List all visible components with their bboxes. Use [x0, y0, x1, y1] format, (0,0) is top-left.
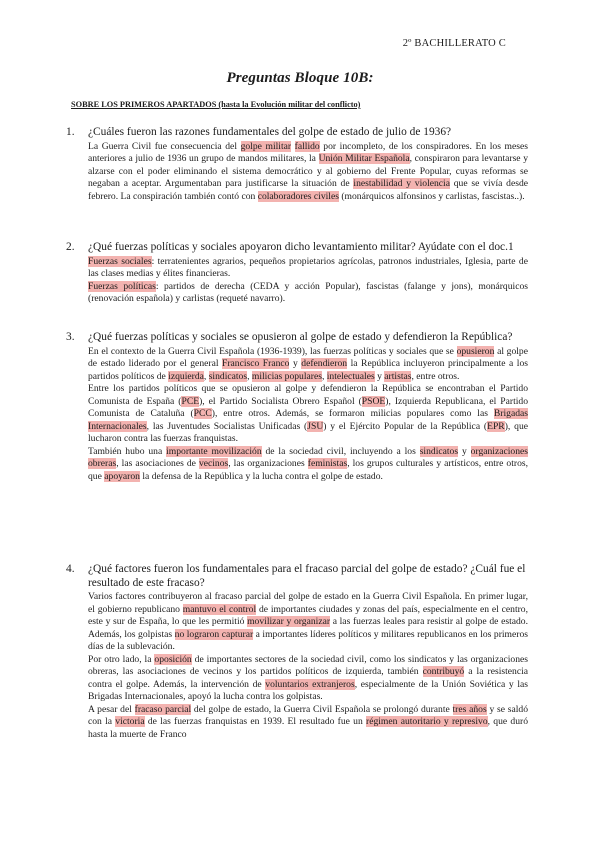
answer-paragraph — [88, 281, 528, 306]
answer-text: (monárquicos alfonsinos y carlistas, fascistas..). — [338, 190, 525, 202]
answer-text: la República incluyeron principalmente a los partidos políticos de — [88, 358, 529, 382]
answer-text: , los grupos culturales y artísticos, entre otros, que — [88, 458, 528, 482]
highlighted-text: JSU — [307, 420, 324, 432]
answer-text: ) y el Ejército Popular de la República ( — [323, 420, 488, 432]
answer-text: a las fuerzas leales para resistir al golpe de estado. Además, los golpistas — [88, 616, 528, 640]
answer-paragraph — [88, 256, 528, 281]
highlighted-text: sindicatos — [208, 370, 248, 382]
answer-text: de la sociedad civil, incluyendo a los — [261, 445, 420, 457]
highlighted-text: feministas — [307, 458, 348, 469]
section-subtitle: SOBRE LOS PRIMEROS APARTADOS (hasta la Evolución militar del conflicto) — [71, 100, 361, 109]
answer-text: y — [458, 445, 471, 457]
answer-text: , — [321, 370, 327, 382]
answer-text: A pesar del — [88, 703, 135, 715]
question-title: ¿Qué factores fueron los fundamentales para el fracaso parcial del golpe de estado? ¿Cuál fue el resultado de este fracaso? — [88, 563, 526, 589]
highlighted-text: oposición — [154, 653, 192, 665]
highlighted-text: inestabilidad y violencia — [353, 178, 450, 189]
answer-paragraph — [88, 704, 528, 742]
highlighted-text: organizaciones obreras — [88, 445, 528, 469]
answer-body — [88, 256, 528, 306]
highlighted-text: vecinos — [198, 458, 229, 469]
highlighted-text: Francisco Franco — [222, 358, 290, 369]
highlighted-text: milicias populares — [251, 370, 322, 382]
answer-text: : terratenientes agrarios, pequeños propietarios agrícolas, patronos industriales, Iglesia, parte de las clases medias y élites financieras. — [88, 255, 528, 279]
question-3 — [66, 331, 529, 483]
highlighted-text: fallido — [294, 140, 320, 152]
answer-paragraph — [88, 446, 528, 484]
question-number: 3. — [66, 331, 75, 343]
answer-text: , — [203, 370, 209, 382]
highlighted-text: PCC — [193, 408, 212, 419]
answer-body — [88, 591, 528, 741]
highlighted-text: intelectuales — [326, 370, 375, 382]
answer-text: : partidos de derecha (CEDA y acción Popular), fascistas (falange y jons), monárquicos (renovación española) y carlistas (requeté navarro). — [88, 280, 528, 304]
answer-text: , que duró hasta la muerte de Franco — [88, 716, 528, 740]
highlighted-text: movilizar y organizar — [247, 616, 331, 627]
highlighted-text: voluntarios extranjeros — [265, 678, 355, 690]
highlighted-text: régimen autoritario y represivo — [366, 716, 488, 727]
answer-text: al golpe de estado liderado por el general — [88, 345, 528, 369]
page-title: Preguntas Bloque 10B: — [226, 70, 374, 86]
highlighted-text: no lograron capturar — [174, 628, 254, 640]
highlighted-text: Unión Militar Española — [318, 153, 410, 164]
answer-paragraph — [88, 654, 528, 704]
question-number: 2. — [66, 241, 75, 253]
highlighted-text: tres años — [452, 703, 487, 715]
highlighted-text: victoria — [115, 716, 145, 727]
highlighted-text: sindicatos — [419, 445, 459, 457]
answer-paragraph — [88, 383, 528, 446]
question-number: 1. — [66, 126, 75, 138]
answer-paragraph — [88, 346, 528, 384]
highlighted-text: importante movilización — [166, 445, 262, 457]
highlighted-text: Brigadas Internacionales — [88, 408, 528, 432]
question-title: ¿Qué fuerzas políticas y sociales apoyaron dicho levantamiento militar? Ayúdate con el doc.1 — [88, 241, 514, 253]
answer-text: En el contexto de la Guerra Civil Española (1936-1939), las fuerzas políticas y sociales que se — [88, 345, 457, 357]
answer-text: la defensa de la República y la lucha contra el golpe de estado. — [139, 470, 383, 482]
answer-text: y — [289, 358, 302, 369]
answer-text: y — [374, 370, 385, 382]
course-header: 2º BACHILLERATO C — [402, 38, 506, 49]
highlighted-text: Fuerzas sociales — [88, 255, 152, 267]
question-title: ¿Cuáles fueron las razones fundamentales del golpe de estado de julio de 1936? — [88, 126, 452, 138]
highlighted-text: Fuerzas políticas — [88, 280, 156, 292]
answer-text: y se saldó con la — [88, 703, 528, 727]
answer-text: , las asociaciones de — [116, 458, 199, 469]
answer-text: , las organizaciones — [228, 458, 308, 469]
answer-text: , especialmente de la Unión Soviética y las Brigadas Internacionales, apoyó la lucha contra los golpistas. — [88, 678, 528, 702]
question-1 — [66, 126, 528, 203]
answer-text: de las fuerzas franquistas en 1939. El resultado fue un — [144, 716, 367, 727]
answer-text: Varios factores contribuyeron al fracaso parcial del golpe de estado en la Guerra Civil Española. En primer lugar, el gobierno republicano — [88, 591, 528, 615]
answer-text: que se vivía desde febrero. La conspiración también contó con — [88, 178, 528, 202]
highlighted-text: EPR — [487, 420, 505, 432]
answer-paragraph — [88, 591, 528, 654]
highlighted-text: PSOE — [361, 395, 386, 407]
answer-text: de importantes ciudades y zonas del país, especialmente en el centro, este y sur de España, lo que les permitió — [88, 603, 529, 627]
highlighted-text: opusieron — [456, 345, 495, 357]
question-title: ¿Qué fuerzas políticas y sociales se opusieron al golpe de estado y defendieron la República? — [88, 331, 513, 343]
highlighted-text: PCE — [181, 395, 200, 407]
highlighted-text: defendieron — [301, 358, 348, 369]
highlighted-text: mantuvo el control — [182, 603, 257, 615]
answer-body — [88, 346, 528, 484]
question-4 — [66, 563, 529, 741]
answer-text: ), entre otros. Además, se formaron milicias populares como las — [211, 408, 494, 419]
answer-text: , las Juventudes Socialistas Unificadas ( — [146, 420, 308, 432]
highlighted-text: izquierda — [168, 370, 204, 382]
highlighted-text: colaboradores civiles — [257, 190, 339, 202]
highlighted-text: apoyaron — [104, 470, 140, 482]
answer-text: Por otro lado, la — [88, 653, 155, 665]
answer-text: También hubo una — [88, 445, 167, 457]
answer-text: de importantes sectores de la sociedad civil, como los sindicatos y las organizaciones obreras, las asociaciones de vecinos y los partidos políticos de izquierda, también — [88, 653, 528, 677]
highlighted-text: golpe militar — [240, 140, 292, 152]
answer-text: , — [247, 370, 252, 382]
answer-text: ), el Partido Socialista Obrero Español ( — [199, 395, 362, 407]
answer-text: a la resistencia contra el golpe. Además, la intervención de — [88, 666, 528, 690]
answer-text: del golpe de estado, la Guerra Civil Española se prolongó durante — [191, 703, 453, 715]
answer-text: ), Izquierda Republicana, el Partido Comunista de Cataluña ( — [88, 395, 528, 419]
answer-text: a importantes líderes políticos y militares republicanos en los primeros días de la sublevación. — [88, 628, 529, 652]
highlighted-text: contribuyó — [422, 666, 465, 677]
question-2 — [66, 241, 528, 306]
question-number: 4. — [66, 563, 75, 575]
answer-text: ), que lucharon contra las fuerzas franquistas. — [88, 420, 528, 444]
highlighted-text: fracaso parcial — [134, 703, 192, 715]
answer-text: La Guerra Civil fue consecuencia del — [88, 140, 241, 152]
answer-text: , entre otros. — [411, 370, 460, 382]
answer-paragraph — [88, 141, 528, 204]
answer-text: Entre los partidos políticos que se opusieron al golpe y defendieron la República se encontraban el Partido Comunista de España ( — [88, 383, 528, 407]
highlighted-text: artistas — [384, 370, 412, 382]
answer-text: por incompleto, de los conspiradores. En los meses anteriores a julio de 1936 un grupo de mandos militares, la — [88, 140, 528, 164]
answer-body — [88, 141, 528, 204]
answer-text: , conspiraron para levantarse y alzarse con el poder eliminando el sistema democrático y al gobierno del Frente Popular, cuyas reformas se negaban a aceptar. Argumentaban para justificarse la situación de — [88, 153, 528, 189]
